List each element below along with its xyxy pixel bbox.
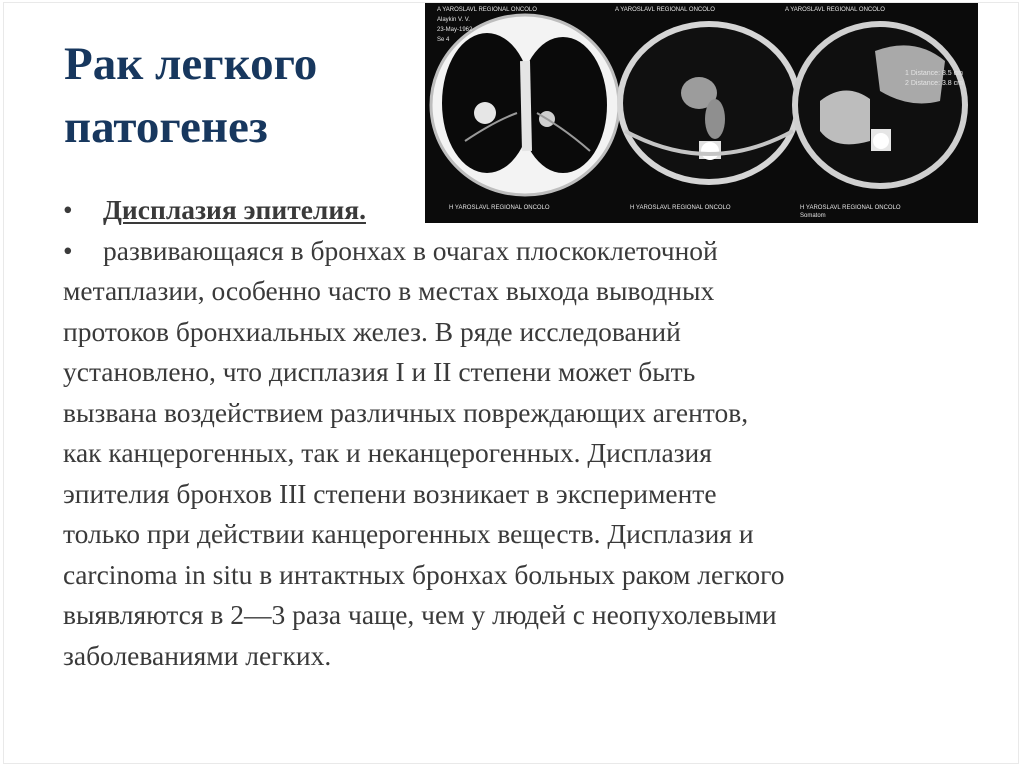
ct-panel-1 <box>431 15 619 195</box>
paragraph-line: carcinoma in situ в интактных бронхах больных раком легкого <box>63 558 785 590</box>
paragraph-line: как канцерогенных, так и неканцерогенных. Дисплазия <box>63 437 712 468</box>
paragraph-line: только при действии канцерогенных веществ. Дисплазия и <box>63 518 754 549</box>
title-line-1: Рак легкого <box>64 38 318 90</box>
paragraph-line: выявляются в 2—3 раза чаще, чем у людей с неопухолевыми <box>63 599 777 630</box>
svg-text:A YAROSLAVL REGIONAL ONCOLO: A YAROSLAVL REGIONAL ONCOLO <box>437 7 537 13</box>
svg-text:Se 4: Se 4 <box>437 37 450 43</box>
paragraph-line: метаплазии, особенно часто в местах выхода выводных <box>63 275 715 306</box>
paragraph-line: протоков бронхиальных желез. В ряде исследований <box>63 315 681 347</box>
bullet-1 <box>63 190 983 231</box>
svg-text:H YAROSLAVL REGIONAL ONCOLO: H YAROSLAVL REGIONAL ONCOLO <box>630 205 731 211</box>
paragraph-line: вызвана воздействием различных повреждающих агентов, <box>63 396 749 428</box>
ct-panel-2 <box>617 21 801 185</box>
svg-text:Alaykin V. V.: Alaykin V. V. <box>437 17 470 23</box>
svg-text:A YAROSLAVL REGIONAL ONCOLO: A YAROSLAVL REGIONAL ONCOLO <box>785 7 885 13</box>
slide <box>3 2 1019 764</box>
paragraph-line: заболеваниями легких. <box>63 639 332 671</box>
svg-text:2 Distance: 3.8 cm: 2 Distance: 3.8 cm <box>905 80 963 87</box>
slide-title <box>64 33 414 159</box>
paragraph-line: установлено, что дисплазия I и II степени может быть <box>63 356 696 387</box>
paragraph-line: эпителия бронхов III степени возникает в эксперименте <box>63 477 717 509</box>
bullet-text: развивающаяся в бронхах в очагах плоскоклеточной <box>103 234 718 266</box>
bullet-marker: • <box>63 234 73 266</box>
svg-text:H YAROSLAVL REGIONAL ONCOLO: H YAROSLAVL REGIONAL ONCOLO <box>800 205 901 211</box>
slide-body <box>63 190 983 676</box>
title-line-2: патогенез <box>64 101 268 153</box>
bullet-2 <box>63 231 983 272</box>
svg-text:Somatom: Somatom <box>800 213 826 219</box>
bullet-term: Дисплазия эпителия. <box>103 194 366 225</box>
svg-text:H YAROSLAVL REGIONAL ONCOLO: H YAROSLAVL REGIONAL ONCOLO <box>449 205 550 211</box>
svg-text:23-May-1962: 23-May-1962 <box>437 27 473 33</box>
bullet-marker: • <box>63 194 73 225</box>
ct-panel-3 <box>792 21 968 189</box>
svg-text:1 Distance: 8.5 cm: 1 Distance: 8.5 cm <box>905 70 963 77</box>
svg-text:A YAROSLAVL REGIONAL ONCOLO: A YAROSLAVL REGIONAL ONCOLO <box>615 7 715 13</box>
